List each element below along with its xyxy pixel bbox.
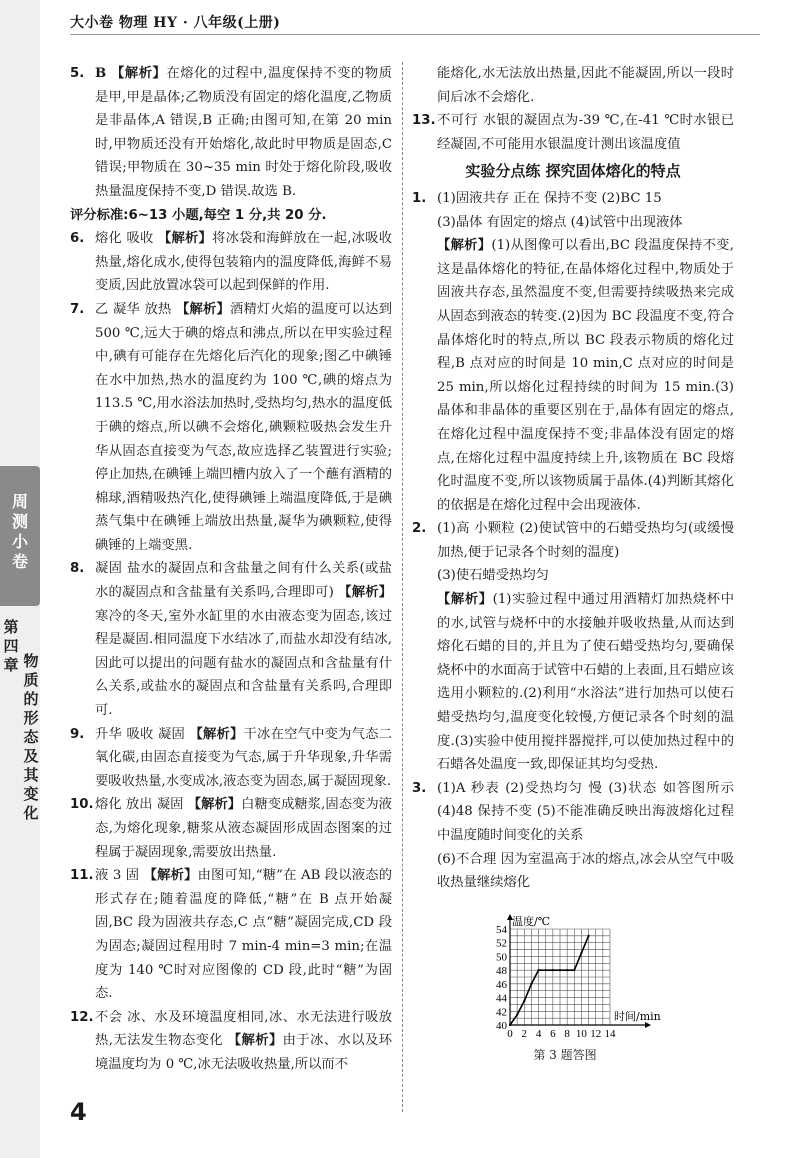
analysis-text: 酒精灯火焰的温度可以达到 500 ℃,远大于碘的熔点和沸点,所以在甲实验过程中,碘有可能存在先熔化后汽化的现象;图乙中碘锤在水中加热,热水的温度约为 100 ℃,碘的熔点为 113.5 ℃,用水浴法加热时,受热均匀,热水的温度低于碘的熔点,所以碘不会熔化,碘颗粒吸热会发生升华从固态直接变为气态,故应选择乙装置进行实验;停止加热,在碘锤上端凹槽内放入了一个蘸有酒精的棉球,酒精吸热汽化,使得碘锤上端温度降低,于是碘蒸气集中在碘锤上端放出热量,凝华为碘颗粒,使得碘锤的上端变黑.: [95, 301, 392, 553]
analysis-tag: 【解析】: [143, 868, 198, 884]
item-number: 5.: [70, 66, 85, 81]
chapter-name-char: 物: [23, 652, 39, 670]
answer: 液 3 固: [95, 868, 140, 884]
side-tab-char: 周: [11, 492, 28, 511]
data-point: [552, 969, 554, 971]
data-point: [537, 969, 539, 971]
item-number: 7.: [70, 301, 85, 317]
analysis-text: (1)从图像可以看出,BC 段温度保持不变,这是晶体熔化的特征,在晶体熔化过程中,物质处于固液共存态,虽然温度不变,但需要持续吸热来完成从固态到液态的转变.(2)因为 BC 段温度不变,符合晶体熔化时的特点,所以 BC 段表示物质的熔化过程,B 点对应的时间是 10 min,C 点对应的时间是 25 min,所以熔化过程持续的时间为 15 min.(3)晶体和非晶体的重要区别在于,晶体有固定的熔点,在熔化过程中温度保持不变;非晶体没有固定的熔点,在熔化过程中温度持续上升,该物质在 BC 段熔化时温度不变,所以该物质属于晶体.(4)判断其熔化的依据是在熔化过程中会出现液体.: [437, 238, 734, 513]
chapter-name-char: 质: [23, 671, 39, 689]
experiment-item-3: [412, 777, 734, 895]
analysis-text: 白糖变成糖浆,固态变为液态,为熔化现象,糖浆从液态凝固形成固态图案的过程属于凝固现象,需要放出热量.: [95, 797, 392, 860]
x-tick-label: 2: [521, 1027, 528, 1039]
side-tab-char: 小: [11, 532, 28, 551]
chapter-name-char: 及: [23, 747, 39, 765]
chapter-name-char: 的: [23, 690, 39, 708]
section-title: 实验分点练 探究固体熔化的特点: [465, 162, 681, 181]
analysis-tag: 【解析】: [187, 797, 242, 813]
y-tick-label: 48: [496, 964, 507, 977]
answer-item-13: [412, 109, 734, 156]
chart-figure: [490, 899, 710, 1064]
x-tick-label: 8: [564, 1027, 570, 1039]
answer-item-8: [70, 557, 392, 722]
chapter-name-char: 形: [23, 709, 39, 727]
y-tick-label: 54: [496, 923, 507, 936]
answer-item-12: [70, 1006, 392, 1077]
side-tab-weekly-quiz[interactable]: [0, 466, 40, 606]
scoring-standard: 评分标准:6~13 小题,每空 1 分,共 20 分.: [70, 207, 327, 223]
data-point: [573, 969, 575, 971]
answer: 凝固 盐水的凝固点和含盐量之间有什么关系(或盐水的凝固点和含盐量有关系吗,合理即可): [95, 561, 392, 601]
answer: (3)晶体 有固定的熔点 (4)试管中出现液体: [437, 214, 683, 230]
chapter-tab: [0, 612, 40, 888]
analysis-tag: 【解析】: [111, 66, 167, 81]
analysis-tag: 【解析】: [437, 592, 493, 608]
item-number: 10.: [70, 797, 94, 813]
analysis-tag: 【解析】: [338, 585, 392, 601]
item-number: 9.: [70, 726, 85, 742]
item-number: 2.: [412, 521, 427, 537]
chapter-name-char: 态: [23, 728, 39, 746]
item-number: 8.: [70, 561, 85, 577]
analysis-text: 将冰袋和海鲜放在一起,冰吸收热量,熔化成水,使得包装箱内的温度降低,海鲜不易变质,因此放置冰袋可以起到保鲜的作用.: [95, 231, 392, 294]
item-number: 13.: [412, 113, 436, 129]
analysis-tag: 【解析】: [175, 301, 231, 317]
y-tick-label: 42: [496, 1006, 507, 1019]
chapter-number-char: 章: [3, 656, 19, 674]
answer: 不会 冰、水及环境温度相同,冰、水无法进行吸放热,无法发生物态变化: [95, 1009, 392, 1049]
answer: 升华 吸收 凝固: [95, 726, 185, 742]
answer: 熔化 吸收: [95, 231, 154, 247]
data-point: [523, 1000, 525, 1002]
experiment-item-1: [412, 187, 734, 517]
answer-item-10: [70, 793, 392, 864]
analysis-text: 寒冷的冬天,室外水缸里的水由液态变为固态,该过程是凝固.相同温度下水结冰了,而盐水却没有结冰,因此可以提出的问题有盐水的凝固点和含盐量有什么关系,或盐水的凝固点和含盐量有关系吗,合理即可.: [95, 608, 392, 719]
analysis-text: 由于冰、水以及环境温度均为 0 ℃,冰无法吸收热量,所以而不: [95, 1033, 393, 1072]
answer-item-12-continued: 能熔化,水无法放出热量,因此不能凝固,所以一段时间后冰不会熔化.: [437, 66, 734, 105]
answer-item-11: [70, 864, 392, 1006]
answer-item-5: [70, 62, 392, 204]
analysis-text: (1)实验过程中通过用酒精灯加热烧杯中的水,试管与烧杯中的水接触并吸收热量,从而达到熔化石蜡的目的,并且为了使石蜡受热均匀,要确保烧杯中的水面高于试管中石蜡的上表面,且石蜡应该选用小颗粒的.(2)利用“水浴法”进行加热可以使石蜡受热均匀,温度变化较慢,方便记录各个时刻的温度.(3)实验中使用搅拌器搅拌,可以使加热过程中的石蜡各处温度一致,即保证其均匀受热.: [437, 592, 735, 773]
analysis-text: 干冰在空气中变为气态二氧化碳,由固态直接变为气态,属于升华现象,升华需要吸收热量,水变成冰,液态变为固态,属于凝固现象.: [95, 726, 392, 789]
y-tick-label: 52: [496, 937, 507, 950]
x-tick-label: 14: [604, 1027, 616, 1039]
data-point: [509, 1024, 511, 1026]
item-number: 12.: [70, 1009, 94, 1025]
y-axis-label: 温度/℃: [512, 914, 551, 928]
chapter-number-char: 四: [3, 637, 19, 655]
item-number: 11.: [70, 868, 94, 884]
data-point: [559, 969, 561, 971]
answer: 熔化 放出 凝固: [95, 797, 184, 813]
data-point: [566, 969, 568, 971]
item-number: 3.: [412, 780, 427, 796]
page-header: 大小卷 物理 HY · 八年级(上册): [70, 15, 281, 31]
data-point: [587, 935, 589, 937]
analysis-text: 在熔化的过程中,温度保持不变的物质是甲,甲是晶体;乙物质没有固定的熔化温度,乙物质是非晶体,A 错误,B 正确;由图可知,在第 20 min 时,甲物质还没有开始熔化,故此时甲物质是固态,C 错误;甲物质在 30~35 min 时处于熔化阶段,吸收热量温度保持不变,D 错误.故选 B.: [95, 66, 393, 199]
answer: 乙 凝华 放热: [95, 301, 172, 317]
answer: (1)A 秒表 (2)受热均匀 慢 (3)状态 如答图所示 (4)48 保持不变 (5)不能准确反映出海波熔化过程中温度随时间变化的关系: [437, 780, 734, 843]
right-column: [412, 62, 734, 1063]
data-point: [545, 969, 547, 971]
answer: (3)使石蜡受热均匀: [437, 568, 549, 584]
answer: B: [95, 66, 107, 81]
chapter-name-char: 化: [23, 804, 39, 822]
y-tick-label: 46: [496, 978, 507, 991]
answer: (1)高 小颗粒 (2)使试管中的石蜡受热均匀(或缓慢加热,便于记录各个时刻的温度): [437, 521, 734, 560]
data-point: [530, 983, 532, 985]
y-tick-label: 50: [496, 951, 507, 964]
analysis-tag: 【解析】: [157, 231, 213, 247]
y-tick-label: 44: [496, 992, 507, 1005]
column-divider: [402, 62, 403, 1112]
temperature-time-chart: [490, 899, 710, 1039]
chapter-name-char: 其: [23, 766, 39, 784]
left-column: [70, 62, 392, 1077]
page-number: 4: [70, 1098, 87, 1126]
data-point: [580, 952, 582, 954]
series-line: [510, 936, 589, 1025]
chapter-name-char: 变: [23, 785, 39, 803]
x-tick-label: 12: [590, 1027, 602, 1039]
analysis-text: 由图可知,“糖”在 AB 段以液态的形式存在;随着温度的降低,“糖”在 B 点开始凝固,BC 段为固液共存态,C 点“糖”凝固完成,CD 段为固态;凝固过程用时 7 min-4 min=3 min;在温度为 140 ℃时对应图像的 CD 段,此时“糖”为固态.: [95, 868, 393, 1002]
y-tick-label: 40: [496, 1019, 507, 1032]
x-tick-label: 10: [575, 1027, 587, 1039]
analysis-tag: 【解析】: [189, 726, 244, 742]
side-tab-char: 卷: [11, 552, 28, 571]
analysis-tag: 【解析】: [437, 238, 492, 254]
answer-item-6: [70, 227, 392, 298]
chapter-number: [2, 618, 20, 675]
answer-item-9: [70, 723, 392, 794]
item-number: 1.: [412, 190, 427, 206]
experiment-item-2: [412, 517, 734, 777]
answer-item-7: [70, 298, 392, 558]
side-tab-char: 测: [11, 512, 28, 531]
x-axis-label: 时间/min: [614, 1009, 661, 1023]
answer: (1)固液共存 正在 保持不变 (2)BC 15: [437, 190, 662, 206]
chapter-name: [22, 652, 40, 823]
header-rule: [70, 34, 760, 35]
x-tick-label: 0: [507, 1027, 513, 1039]
data-point: [516, 1013, 518, 1015]
x-tick-label: 6: [550, 1027, 556, 1039]
answer: (6)不合理 因为室温高于冰的熔点,冰会从空气中吸收热量继续熔化: [437, 851, 734, 891]
chapter-number-char: 第: [3, 618, 19, 636]
chart-caption: 第 3 题答图: [533, 1048, 597, 1063]
analysis-tag: 【解析】: [227, 1033, 283, 1049]
item-number: 6.: [70, 231, 85, 247]
answer: 不可行 水银的凝固点为-39 ℃,在-41 ℃时水银已经凝固,不可能用水银温度计测出该温度值: [437, 113, 734, 152]
x-tick-label: 4: [535, 1027, 542, 1039]
